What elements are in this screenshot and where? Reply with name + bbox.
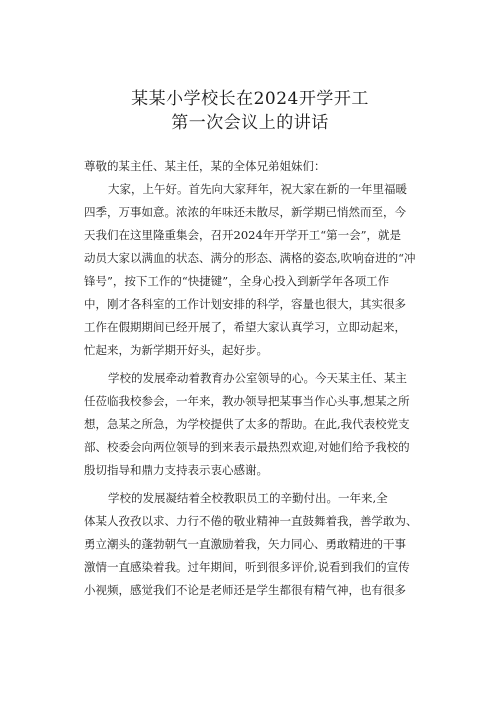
- paragraph-1-line-4: 动员大家以满血的状态、满分的形态、满格的姿态,吹响奋进的“冲: [84, 251, 416, 265]
- paragraph-1-line-8: 忙起来，为新学期开好头，起好步。: [84, 343, 268, 357]
- salutation: 尊敬的某主任、某主任，某的全体兄弟姐妹们：: [84, 159, 326, 173]
- paragraph-2-line-3: 想，急某之所急，为学校提供了太多的帮助。在此,我代表校党支: [84, 417, 410, 431]
- paragraph-2-line-4: 部、校委会向两位领导的到来表示最热烈欢迎,对她们给予我校的: [84, 440, 410, 454]
- paragraph-3-line-2: 体某人孜孜以求、力行不倦的敬业精神一直鼓舞着我，善学敢为、: [84, 514, 418, 528]
- document-title-line-1: 某某小学校长在2024开学开工: [131, 89, 369, 109]
- paragraph-3-line-1: 学校的发展凝结着全校教职员工的辛勤付出。一年来,全: [108, 491, 388, 505]
- paragraph-1-line-2: 四季，万事如意。浓浓的年味还未散尽，新学期已悄然而至，今: [84, 205, 406, 219]
- paragraph-1-line-5: 锋号”，按下工作的“快捷键”，全身心投入到新学年各项工作: [84, 274, 390, 288]
- paragraph-1-line-1: 大家，上午好。首先向大家拜年，祝大家在新的一年里福暖: [108, 182, 407, 196]
- paragraph-3-line-3: 勇立潮头的蓬勃朝气一直激励着我，矢力同心、勇敢精进的干事: [84, 537, 406, 551]
- paragraph-2-line-2: 任莅临我校参会，一年来，教办领导把某事当作心头事,想某之所: [84, 394, 410, 408]
- paragraph-1-line-3: 天我们在这里隆重集会，召开2024年开学开工“第一会”，就是: [84, 228, 402, 242]
- paragraph-3-line-4: 激情一直感染着我。过年期间，听到很多评价,说看到我们的宣传: [84, 560, 410, 574]
- paragraph-1-line-6: 中，刚才各科室的工作计划安排的科学，容量也很大，其实很多: [84, 297, 406, 311]
- paragraph-2-line-5: 殷切指导和鼎力支持表示衷心感谢。: [84, 463, 268, 477]
- paragraph-3-line-5: 小视频，感觉我们不论是老师还是学生都很有精气神，也有很多: [84, 583, 406, 597]
- paragraph-1-line-7: 工作在假期期间已经开展了，希望大家认真学习，立即动起来，: [84, 320, 406, 334]
- paragraph-2-line-1: 学校的发展牵动着教育办公室领导的心。今天某主任、某主: [108, 371, 407, 385]
- document-title-line-2: 第一次会议上的讲话: [171, 113, 329, 133]
